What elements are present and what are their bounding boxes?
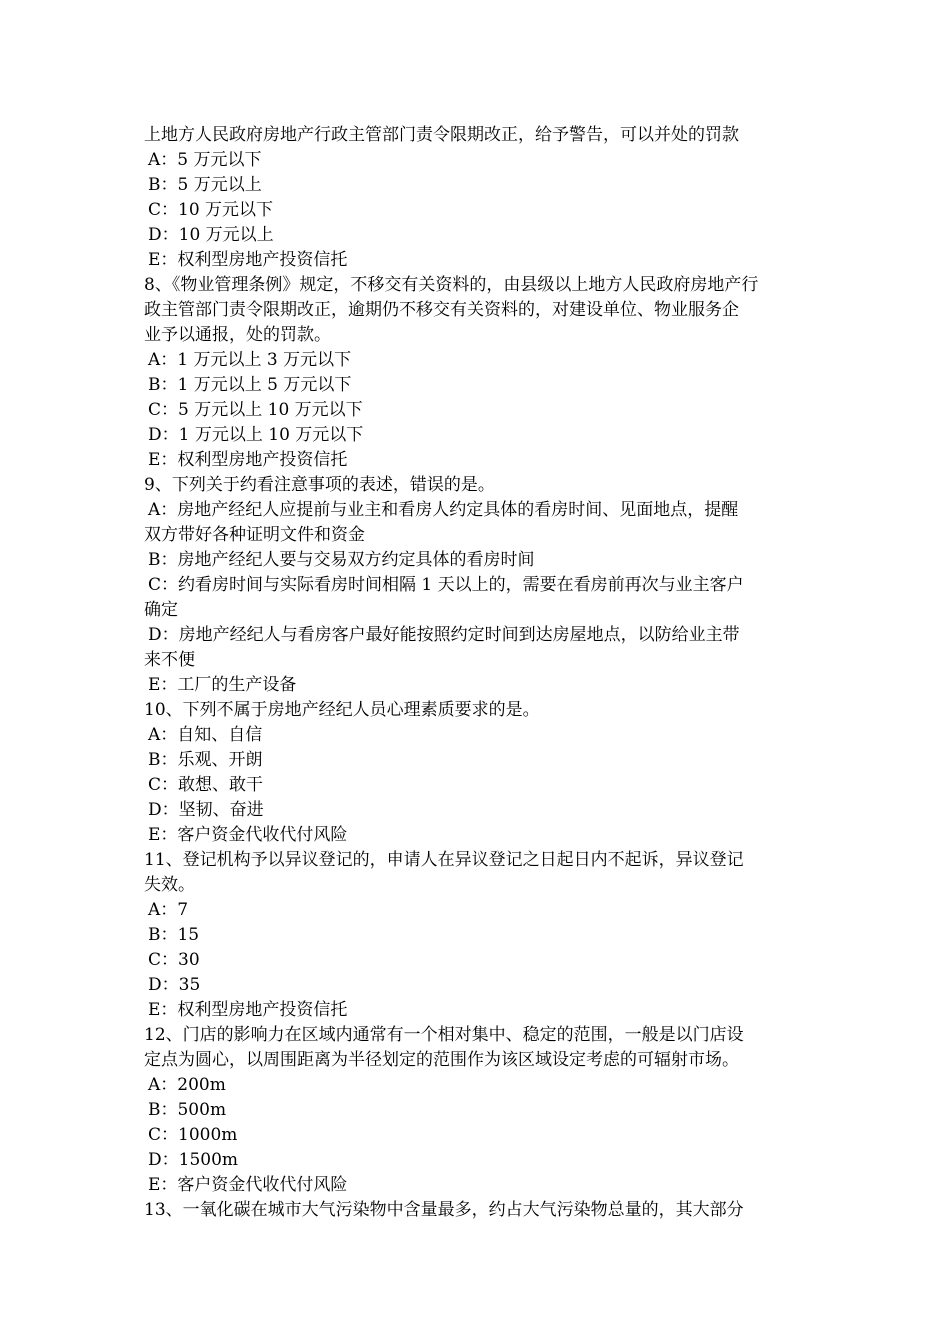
- answer-option: D：10 万元以上: [148, 225, 274, 245]
- answer-option: D：35: [148, 975, 201, 995]
- question-text-line: 12、门店的影响力在区域内通常有一个相对集中、稳定的范围，一般是以门店设: [144, 1025, 744, 1045]
- answer-option: B：15: [148, 925, 200, 945]
- answer-option: C：约看房时间与实际看房时间相隔 1 天以上的，需要在看房前再次与业主客户: [148, 575, 744, 595]
- answer-option: B：1 万元以上 5 万元以下: [148, 375, 352, 395]
- question-text-line: 10、下列不属于房地产经纪人员心理素质要求的是。: [144, 700, 540, 720]
- answer-option: B：500m: [148, 1100, 227, 1120]
- answer-option: D：房地产经纪人与看房客户最好能按照约定时间到达房屋地点，以防给业主带: [148, 625, 740, 645]
- question-text-line: 13、一氧化碳在城市大气污染物中含量最多，约占大气污染物总量的，其大部分: [144, 1200, 744, 1220]
- answer-option: B：5 万元以上: [148, 175, 262, 195]
- answer-option: C：1000m: [148, 1125, 238, 1145]
- answer-option: D：1500m: [148, 1150, 239, 1170]
- answer-option: A：200m: [148, 1075, 226, 1095]
- question-text-line: 失效。: [144, 875, 195, 895]
- answer-option: C：10 万元以下: [148, 200, 274, 220]
- answer-option: E：权利型房地产投资信托: [148, 250, 348, 270]
- question-text-line: 业予以通报，处的罚款。: [144, 325, 331, 345]
- answer-option: A：自知、自信: [148, 725, 263, 745]
- answer-option: A：7: [148, 900, 189, 920]
- answer-option: E：客户资金代收代付风险: [148, 1175, 348, 1195]
- answer-option: E：工厂的生产设备: [148, 675, 297, 695]
- answer-option: E：客户资金代收代付风险: [148, 825, 348, 845]
- answer-option: B：乐观、开朗: [148, 750, 263, 770]
- answer-option: A：房地产经纪人应提前与业主和看房人约定具体的看房时间、见面地点，提醒: [148, 500, 739, 520]
- answer-option: C：5 万元以上 10 万元以下: [148, 400, 363, 420]
- question-text-line: 来不便: [144, 650, 195, 670]
- question-text-line: 9、下列关于约看注意事项的表述，错误的是。: [144, 475, 495, 495]
- answer-option: E：权利型房地产投资信托: [148, 450, 348, 470]
- question-text-line: 8、《物业管理条例》规定，不移交有关资料的，由县级以上地方人民政府房地产行: [144, 275, 759, 295]
- question-text-line: 政主管部门责令限期改正，逾期仍不移交有关资料的，对建设单位、物业服务企: [144, 300, 739, 320]
- answer-option: A：5 万元以下: [148, 150, 262, 170]
- question-text-line: 双方带好各种证明文件和资金: [144, 525, 365, 545]
- document-page: [144, 123, 814, 1223]
- question-text-line: 11、登记机构予以异议登记的，申请人在异议登记之日起日内不起诉，异议登记: [144, 850, 744, 870]
- answer-option: E：权利型房地产投资信托: [148, 1000, 348, 1020]
- question-text-line: 定点为圆心，以周围距离为半径划定的范围作为该区域设定考虑的可辐射市场。: [144, 1050, 739, 1070]
- answer-option: B：房地产经纪人要与交易双方约定具体的看房时间: [148, 550, 535, 570]
- answer-option: C：30: [148, 950, 200, 970]
- question-text-line: 确定: [144, 600, 178, 620]
- question-text-line: 上地方人民政府房地产行政主管部门责令限期改正，给予警告，可以并处的罚款: [144, 125, 739, 145]
- answer-option: D：1 万元以上 10 万元以下: [148, 425, 364, 445]
- answer-option: A：1 万元以上 3 万元以下: [148, 350, 352, 370]
- answer-option: D：坚韧、奋进: [148, 800, 264, 820]
- answer-option: C：敢想、敢干: [148, 775, 264, 795]
